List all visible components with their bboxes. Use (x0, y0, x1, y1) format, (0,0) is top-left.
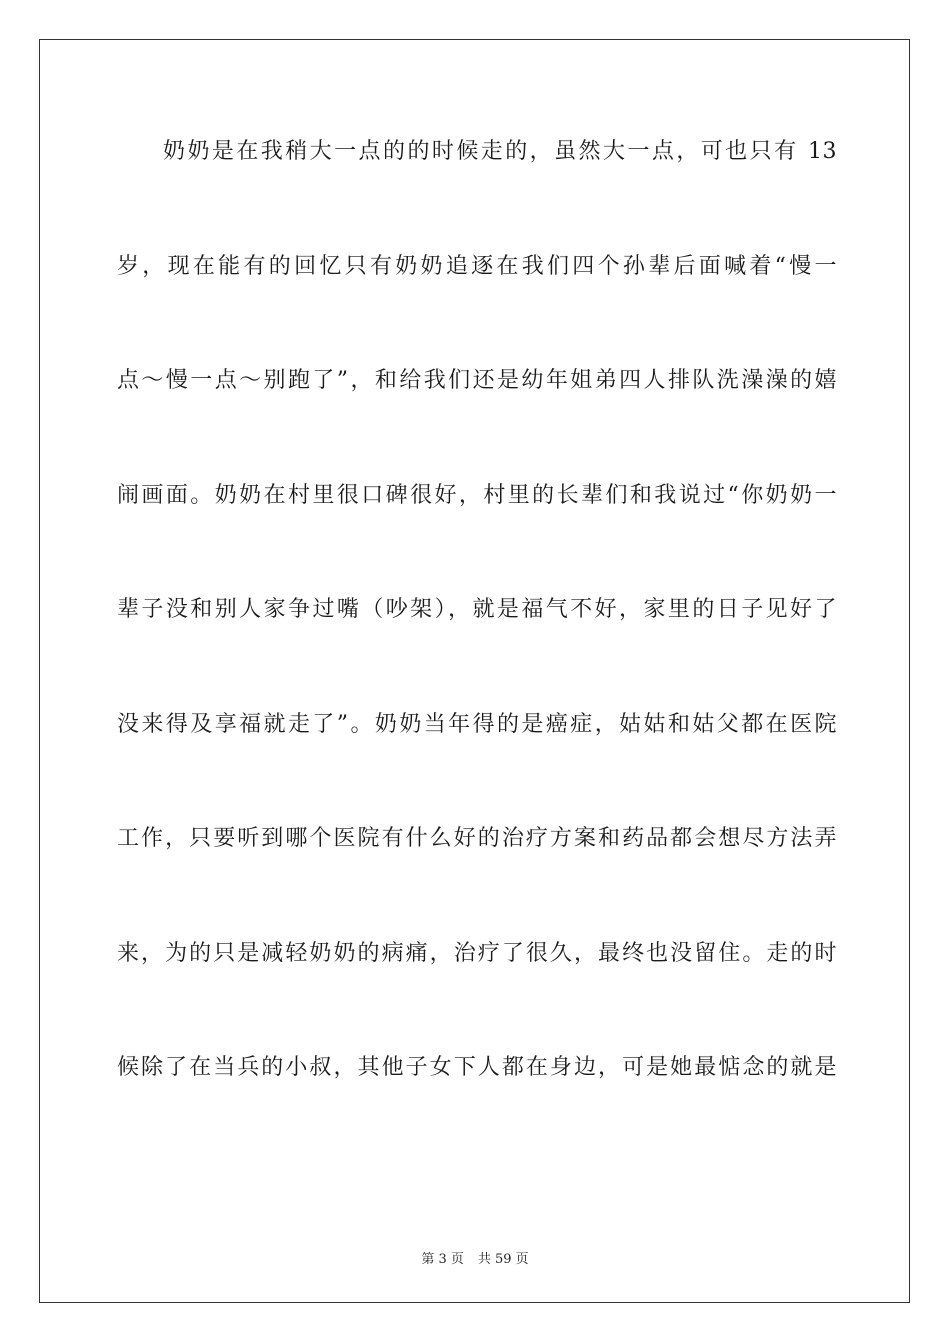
paragraph-line-7: 工作，只要听到哪个医院有什么好的治疗方案和药品都会想尽方法弄 (117, 826, 837, 851)
paragraph-line-2: 岁，现在能有的回忆只有奶奶追逐在我们四个孙辈后面喊着“慢一 (117, 253, 837, 279)
page-number: 第 3 页 (421, 1252, 464, 1267)
paragraph-line-4: 闹画面。奶奶在村里很口碑很好，村里的长辈们和我说过“你奶奶一 (117, 482, 837, 508)
paragraph-line-3: 点～慢一点～别跑了”，和给我们还是幼年姐弟四人排队洗澡澡的嬉 (117, 368, 837, 393)
page-total: 共 59 页 (477, 1252, 529, 1267)
paragraph-line-6: 没来得及享福就走了”。奶奶当年得的是癌症，姑姑和姑父都在医院 (117, 711, 837, 737)
page-footer (0, 1248, 950, 1267)
paragraph-line-9: 候除了在当兵的小叔，其他子女下人都在身边，可是她最惦念的就是 (117, 1055, 837, 1080)
paragraph-line-8: 来，为的只是减轻奶奶的病痛，治疗了很久，最终也没留住。走的时 (117, 940, 837, 966)
paragraph-line-5: 辈子没和别人家争过嘴（吵架），就是福气不好，家里的日子见好了 (117, 597, 837, 622)
paragraph-line-1: 奶奶是在我稍大一点的的时候走的，虽然大一点，可也只有 13 (163, 139, 837, 164)
document-body (117, 127, 837, 1158)
